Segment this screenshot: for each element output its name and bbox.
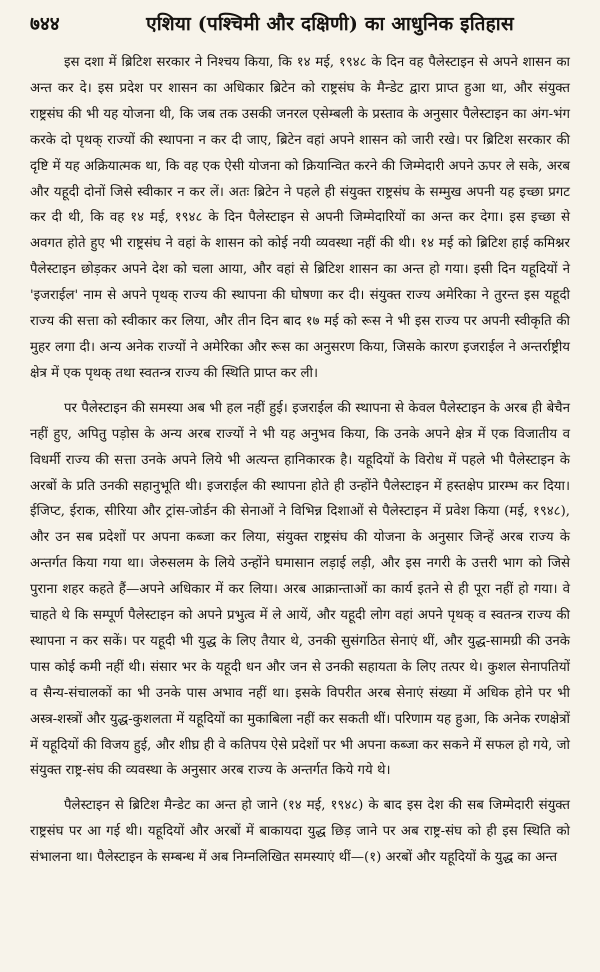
- paragraph-3: पैलेस्टाइन से ब्रिटिश मैन्डेट का अन्त हो जाने (१४ मई, १९४८) के बाद इस देश की सब जिम्मेदारी संयुक्त राष्ट्रसंघ पर आ गई थी। यहूदियों और अरबों में बाकायदा युद्ध छिड़ जाने पर अब राष्ट्र-संघ को ही इस स्थिति को संभालना था। पैलेस्टाइन के सम्बन्ध में अब निम्नलिखित समस्याएं थीं—(१) अरबों और यहूदियों के युद्ध का अन्त: [30, 798, 570, 866]
- page-header: [30, 10, 570, 50]
- body-text: [30, 50, 570, 871]
- page-number: ७४४: [30, 13, 60, 35]
- paragraph-2: पर पैलेस्टाइन की समस्या अब भी हल नहीं हुई। इजराईल की स्थापना से केवल पैलेस्टाइन के अरब ही बेचैन नहीं हुए, अपितु पड़ोस के अन्य अरब राज्यों ने भी यह अनुभव किया, कि उनके अपने क्षेत्र में एक विजातीय व विधर्मी राज्य की सत्ता उनके अपने लिये भी अत्यन्त हानिकारक है। यहूदियों के विरोध में पहले भी पैलेस्टाइन के अरबों के प्रति उनकी सहानुभूति थी। इजराईल की स्थापना होते ही उन्होंने पैलेस्टाइन में हस्तक्षेप प्रारम्भ कर दिया। ईजिप्ट, ईराक, सीरिया और ट्रांस-जोर्डन की सेनाओं ने विभिन्न दिशाओं से पैलेस्टाइन में प्रवेश किया (मई, १९४८), और उन सब प्रदेशों पर अपना कब्जा कर लिया, संयुक्त राष्ट्रसंघ की योजना के अनुसार जिन्हें अरब राज्य के अन्तर्गत किया गया था। जेरुसलम के लिये उन्होंने घमासान लड़ाई लड़ी, और इस नगरी के उत्तरी भाग को जिसे पुराना शहर कहते हैं—अपने अधिकार में कर लिया। अरब आक्रान्ताओं का कार्य इतने से ही पूरा नहीं हो गया। वे चाहते थे कि सम्पूर्ण पैलेस्टाइन को अपने प्रभुत्व में ले आयें, और यहूदी लोग वहां अपने पृथक् व स्वतन्त्र राज्य की स्थापना न कर सकें। पर यहूदी भी युद्ध के लिए तैयार थे, उनकी सुसंगठित सेनाएं थीं, और युद्ध-सामग्री की उनके पास कोई कमी नहीं थी। संसार भर के यहूदी धन और जन से उनकी सहायता के लिए तत्पर थे। कुशल सेनापतियों व सैन्य-संचालकों का भी उनके पास अभाव नहीं था। इसके विपरीत अरब सेनाएं संख्या में अधिक होने पर भी अस्त्र-शस्त्रों और युद्ध-कुशलता में यहूदियों का मुकाबिला नहीं कर सकती थीं। परिणाम यह हुआ, कि अनेक रणक्षेत्रों में यहूदियों की विजय हुई, और शीघ्र ही वे कतिपय ऐसे प्रदेशों पर भी अपना कब्जा कर सकने में सफल हो गये, जो संयुक्त राष्ट्र-संघ की व्यवस्था के अनुसार अरब राज्य के अन्तर्गत किये गये थे।: [30, 400, 570, 779]
- paragraph-1: इस दशा में ब्रिटिश सरकार ने निश्चय किया, कि १४ मई, १९४८ के दिन वह पैलेस्टाइन से अपने शासन का अन्त कर दे। इस प्रदेश पर शासन का अधिकार ब्रिटेन को राष्ट्रसंघ के मैन्डेट द्वारा प्राप्त हुआ था, और संयुक्त राष्ट्रसंघ की भी यह योजना थी, कि जब तक उसकी जनरल एसेम्बली के प्रस्ताव के अनुसार पैलेस्टाइन का अंग-भंग करके दो पृथक् राज्यों की स्थापना न कर दी जाए, ब्रिटेन वहां अपने शासन को जारी रखे। पर ब्रिटिश सरकार की दृष्टि में यह अक्रियात्मक था, कि वह एक ऐसी योजना को क्रियान्वित करने की जिम्मेदारी अपने ऊपर ले सके, अरब और यहूदी दोनों जिसे स्वीकार न कर लें। अतः ब्रिटेन ने पहले ही संयुक्त राष्ट्रसंघ के सम्मुख अपनी यह इच्छा प्रगट कर दी थी, कि वह १४ मई, १९४८ के दिन पैलेस्टाइन से अपनी जिम्मेदारियों का अन्त कर देगा। इस इच्छा से अवगत होते हुए भी राष्ट्रसंघ ने वहां के शासन को कोई नयी व्यवस्था नहीं की थी। १४ मई को ब्रिटिश हाई कमिश्नर पैलेस्टाइन छोड़कर अपने देश को चला आया, और वहां से ब्रिटिश शासन का अन्त हो गया। इसी दिन यहूदियों ने 'इजराईल' नाम से अपने पृथक् राज्य की स्थापना की घोषणा कर दी। संयुक्त राज्य अमेरिका ने तुरन्त इस यहूदी राज्य की सत्ता को स्वीकार कर लिया, और तीन दिन बाद १७ मई को रूस ने भी इस राज्य पर अपनी स्वीकृति की मुहर लगा दी। अन्य अनेक राज्यों ने अमेरिका और रूस का अनुसरण किया, जिसके कारण इजराईल ने अन्तर्राष्ट्रीय क्षेत्र में एक पृथक् तथा स्वतन्त्र राज्य की स्थिति प्राप्त कर ली।: [30, 55, 570, 381]
- running-title: एशिया (पश्चिमी और दक्षिणी) का आधुनिक इतिहास: [146, 13, 514, 35]
